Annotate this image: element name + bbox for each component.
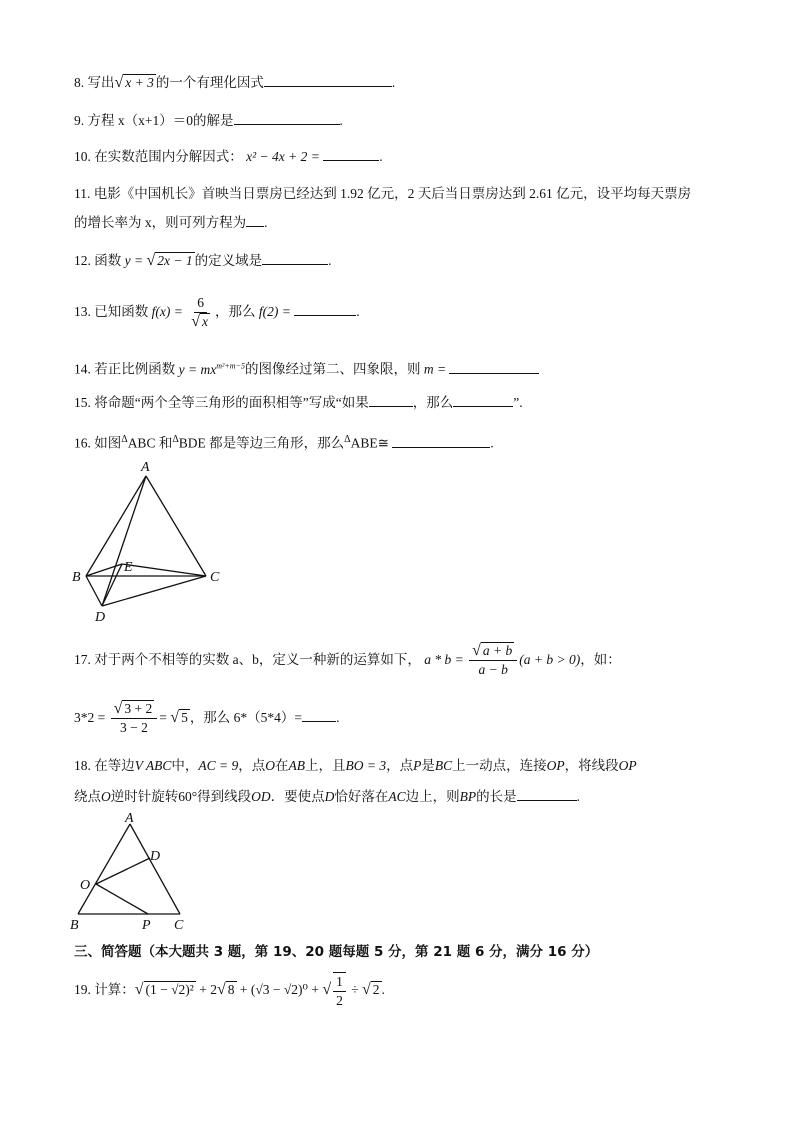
segment-OD	[96, 858, 150, 884]
question-number: 13.	[74, 304, 91, 319]
fraction: $\frac{√ 3 + 2}{3 - 2}$	[111, 700, 158, 737]
numerator: 1	[333, 973, 346, 992]
period: .	[356, 304, 360, 319]
radicand: x + 3	[125, 75, 154, 90]
answer-blank	[302, 707, 336, 722]
label-C: C	[210, 570, 220, 585]
question-number: 15.	[74, 395, 91, 410]
segment-EC	[122, 564, 206, 576]
label-E: E	[124, 560, 133, 575]
question-text: 的一个有理化因式	[155, 75, 264, 90]
text: 上一动点，连接	[452, 758, 547, 773]
question-number: 10.	[74, 149, 91, 164]
question-17-example	[74, 698, 339, 738]
denominator: x	[202, 314, 208, 330]
question-number: 8.	[74, 75, 85, 90]
radicand: (1 − √2)²	[145, 982, 194, 998]
question-11-line2	[74, 212, 268, 233]
text: 上，且	[305, 758, 346, 773]
question-text: 计算：	[94, 982, 135, 998]
condition: (a + b > 0)	[519, 652, 581, 667]
math: O	[265, 758, 276, 773]
answer-blank	[369, 392, 413, 407]
radicand: 2	[372, 982, 380, 998]
text: 在等边	[94, 758, 135, 773]
question-17	[74, 640, 621, 680]
operator: + 2	[199, 982, 217, 998]
text: 的长是	[476, 789, 517, 804]
question-text: 在实数范围内分解因式：	[94, 149, 243, 164]
text: ，点	[386, 758, 414, 773]
question-number: 9.	[74, 113, 85, 128]
text: 在	[275, 758, 289, 773]
question-text: 已知函数	[94, 304, 149, 319]
figure-18	[66, 812, 196, 934]
segment-OP	[96, 884, 148, 914]
sqrt-expression: √ 2	[362, 981, 380, 999]
fraction: $\frac{6}{√ x}$	[191, 295, 208, 331]
text: 边上，则	[405, 789, 460, 804]
period: .	[328, 253, 332, 268]
text: 得到线段	[197, 789, 252, 804]
period: .	[490, 435, 494, 451]
question-text: BDE 都是等边三角形，那么	[178, 435, 345, 451]
question-19	[74, 972, 385, 1010]
question-text: ，如：	[580, 652, 621, 667]
segment-BD	[86, 576, 102, 606]
answer-blank	[262, 250, 328, 265]
math: P	[413, 758, 422, 773]
sqrt-expression: √ 5	[170, 709, 188, 726]
numerator: 6	[194, 294, 207, 313]
label-B: B	[72, 570, 81, 585]
period: .	[379, 149, 383, 164]
math: V ABC	[134, 758, 172, 773]
segment-AD	[102, 476, 146, 606]
sqrt-expression: √ x + 3	[114, 74, 154, 91]
math: 60°	[178, 789, 198, 804]
question-18-line2	[74, 786, 580, 807]
triangle-symbol: Δ	[344, 434, 351, 445]
math: OP	[546, 758, 565, 773]
question-10	[74, 146, 383, 167]
numerator: 3 + 2	[124, 701, 153, 717]
variable: m =	[423, 361, 447, 377]
segment-DC	[102, 576, 206, 606]
question-15	[74, 392, 523, 413]
question-text: 方程 x（x+1）＝0的解是	[87, 113, 234, 128]
question-text: ，那么	[412, 395, 454, 410]
question-number: 11.	[74, 186, 91, 201]
period: .	[264, 215, 268, 230]
question-number: 14.	[74, 361, 91, 377]
math-expression: x² − 4x + 2 =	[246, 149, 320, 164]
math-expression: y = √ 2x − 1	[124, 252, 193, 269]
question-text: 如图	[94, 435, 122, 451]
lhs: y = mx	[178, 361, 217, 377]
text: 中，	[171, 758, 199, 773]
label-D: D	[150, 849, 161, 864]
lhs: 3*2 =	[74, 710, 106, 725]
text: ．要使点	[270, 789, 325, 804]
period: .	[336, 710, 340, 725]
answer-blank	[294, 301, 356, 316]
sqrt-expression: √ 8	[216, 981, 235, 999]
math: OD	[251, 789, 271, 804]
math: AC = 9	[198, 758, 239, 773]
lhs: a * b =	[424, 652, 464, 667]
answer-blank	[517, 786, 577, 801]
math: OP	[618, 758, 637, 773]
question-text: ，那么	[215, 304, 256, 319]
question-11-line1	[74, 184, 691, 204]
question-8	[74, 72, 395, 93]
label-P: P	[142, 918, 151, 933]
period: .	[339, 113, 343, 128]
question-number: 12.	[74, 253, 91, 268]
question-12	[74, 250, 332, 271]
triangle-symbol: Δ	[172, 434, 179, 445]
segment-AC	[146, 476, 206, 576]
lhs: f(x) =	[151, 304, 183, 319]
answer-blank	[246, 212, 264, 227]
question-text: 的定义域是	[194, 253, 263, 268]
figure-16	[70, 456, 240, 626]
lhs: y =	[124, 253, 144, 268]
answer-blank	[234, 110, 340, 125]
answer-blank	[453, 392, 513, 407]
text: ，将线段	[564, 758, 619, 773]
text: 逆时针旋转	[110, 789, 179, 804]
label-D: D	[95, 610, 106, 625]
question-text: 对于两个不相等的实数 a、b，定义一种新的运算如下，	[94, 652, 421, 667]
radicand: 5	[181, 710, 188, 725]
question-text: 的增长率为 x，则可列方程为	[74, 215, 247, 230]
sqrt-fraction: √ $\frac{1}{2}$	[322, 982, 348, 997]
math: AC	[388, 789, 406, 804]
denominator: a − b	[478, 662, 508, 678]
sqrt-expression: √ (1 − √2)²	[134, 981, 194, 999]
operator: + (√3 − √2)⁰ +	[239, 982, 319, 998]
question-number: 17.	[74, 652, 91, 667]
question-text: 电影《中国机长》首映当日票房已经达到 1.92 亿元，2 天后当日票房达到 2.61 亿元，设平均每天票房	[93, 186, 692, 201]
exponent: m²+m−5	[216, 361, 245, 370]
question-text: ABC 和	[127, 435, 173, 451]
math: BC	[434, 758, 453, 773]
answer-blank	[449, 359, 539, 374]
question-number: 19.	[74, 982, 91, 998]
period: .	[576, 789, 581, 804]
question-text: 将命题“两个全等三角形的面积相等”写成“如果	[94, 395, 369, 410]
question-16	[74, 430, 494, 454]
math: BP	[459, 789, 477, 804]
section-3-heading: 三、简答题（本大题共 3 题，第 19、20 题每题 5 分，第 21 题 6 分，满分 16 分）	[74, 944, 599, 960]
answer-blank	[264, 72, 392, 87]
math: BO = 3	[345, 758, 387, 773]
label-A: A	[141, 460, 150, 475]
question-9	[74, 110, 343, 131]
answer-blank	[392, 433, 490, 448]
label-C: C	[174, 918, 184, 933]
fraction: $\frac{√ a + b}{a - b}$	[469, 642, 517, 679]
denominator: 2	[336, 993, 343, 1008]
segment-AB	[78, 824, 130, 914]
math: O	[101, 789, 111, 804]
text: 恰好落在	[334, 789, 389, 804]
numerator: a + b	[482, 643, 513, 659]
period: .	[381, 982, 385, 998]
segment-AC	[130, 824, 180, 914]
question-text: ，那么 6*（5*4）=	[189, 710, 303, 725]
operator: ÷	[351, 982, 359, 998]
question-text: ABE≅	[350, 435, 389, 451]
label-B: B	[70, 918, 79, 933]
question-18-line1	[74, 756, 637, 776]
segment-AB	[86, 476, 146, 576]
question-text: 的图像经过第二、四象限，则	[244, 361, 421, 377]
triangle-symbol: Δ	[121, 434, 128, 445]
answer-blank	[323, 146, 379, 161]
math-expression	[179, 362, 245, 377]
question-text: 写出	[87, 75, 115, 90]
question-text: ”.	[513, 395, 523, 410]
text: ，点	[238, 758, 266, 773]
question-14	[74, 356, 539, 380]
question-number: 16.	[74, 435, 91, 451]
text: 绕点	[74, 789, 101, 804]
rhs: f(2) =	[258, 304, 291, 319]
text: 是	[421, 758, 435, 773]
radicand: 2x − 1	[157, 253, 193, 268]
denominator: 3 − 2	[120, 720, 148, 736]
label-A: A	[125, 812, 134, 826]
label-O: O	[80, 878, 91, 893]
math: AB	[288, 758, 306, 773]
question-number: 18.	[74, 758, 91, 773]
equals: =	[159, 710, 167, 725]
radicand: 8	[227, 982, 235, 998]
math: D	[324, 789, 335, 804]
question-text: 函数	[94, 253, 122, 268]
question-text: 若正比例函数	[94, 361, 176, 377]
period: .	[391, 75, 396, 90]
question-13	[74, 292, 360, 332]
